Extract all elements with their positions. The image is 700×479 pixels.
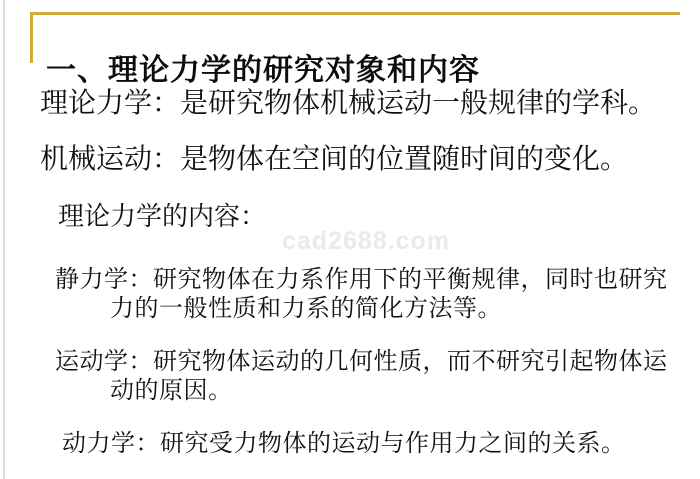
definition-theoretical-mechanics: 理论力学：是研究物体机械运动一般规律的学科。 bbox=[40, 88, 657, 119]
page-edge-line bbox=[3, 0, 5, 479]
contents-heading: 理论力学的内容： bbox=[58, 202, 267, 231]
branch-dynamics-line-1: 动力学：研究受力物体的运动与作用力之间的关系。 bbox=[62, 431, 626, 457]
branch-kinematics-line-1: 运动学：研究物体运动的几何性质，而不研究引起物体运 bbox=[55, 349, 668, 375]
branch-statics-line-1: 静力学：研究物体在力系作用下的平衡规律，同时也研究 bbox=[55, 267, 668, 293]
watermark-text: cad2688.com bbox=[282, 227, 451, 255]
definition-mechanical-motion: 机械运动：是物体在空间的位置随时间的变化。 bbox=[40, 144, 629, 175]
branch-kinematics-line-2: 动的原因。 bbox=[110, 378, 233, 404]
branch-statics-line-2: 力的一般性质和力系的简化方法等。 bbox=[110, 296, 502, 322]
slide-title: 一、理论力学的研究对象和内容 bbox=[46, 54, 480, 88]
